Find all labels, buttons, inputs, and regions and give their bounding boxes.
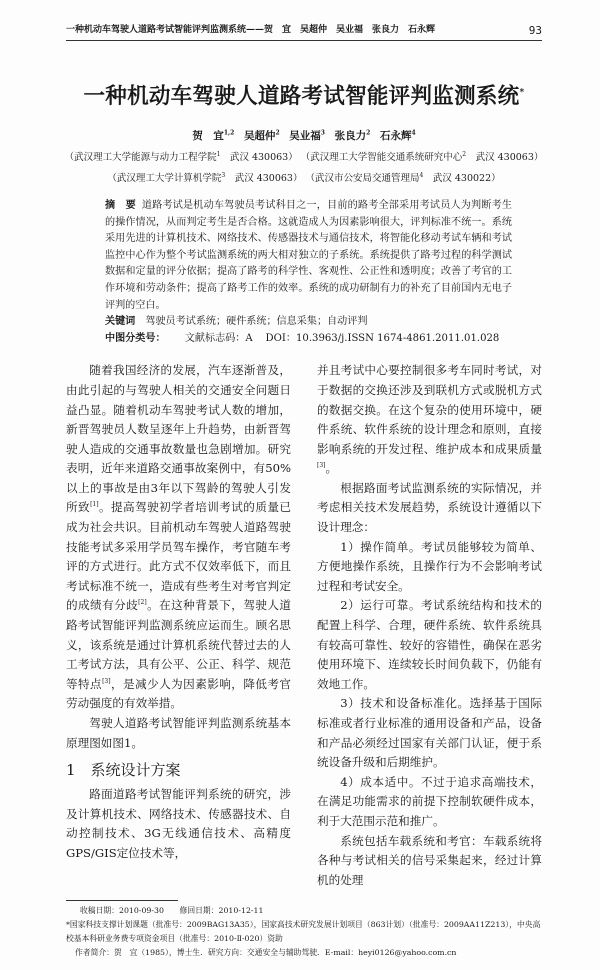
author: 张良力$^2$ — [334, 129, 371, 142]
paper-title — [0, 79, 600, 111]
running-header-text: 一种机动车驾驶人道路考试智能评判监测系统——贺 宜 吴超仲 吴业福 张良力 石永辉 — [66, 25, 436, 35]
paragraph: 随着我国经济的发展，汽车逐渐普及，由此引起的与驾驶人相关的交通安全问题日益凸显。随着机动车驾驶考试人数的增加，新晋驾驶员人数呈逐年上升趋势，由新晋驾驶人造成的交通事故数量也急剧增加。研究表明，近年来道路交通事故案例中，有50%以上的事故是由3年以下驾龄的驾驶人引发所致[1]。提高驾驶初学者培训考试的质量已成为社会共识。目前机动车驾驶人道路驾驶技能考试多采用学员驾车操作，考官随车考评的方式进行。此方式不仅效率低下，而且考试标准不统一，造成有些考生对考官判定的成绩有分歧[2]。在这种背景下，驾驶人道路考试智能评判监测系统应运而生。顾名思义，该系统是通过计算机系统代替过去的人工考试方法，具有公平、公正、科学、规范等特点[3]，是减少人为因素影响，降低考官劳动强度的有效举措。 — [66, 363, 291, 711]
affiliation: （武汉理工大学能源与动力工程学院$^1$ 武汉 430063） — [64, 150, 298, 163]
title-footnote-mark: * — [519, 88, 525, 98]
paragraph: 根据路面考试监测系统的实际情况，并考虑相关技术发展趋势，系统设计遵循以下设计理念： — [317, 480, 542, 535]
paragraph: 系统包括车载系统和考官：车载系统将各种与考试相关的信号采集起来，经过计算机的处理 — [317, 833, 542, 887]
list-item: 4）成本适中。不过于追求高端技术，在满足功能需求的前提下控制软硬件成本，利于大范围示范和推广。 — [317, 774, 542, 828]
author: 吴业福$^3$ — [289, 129, 325, 142]
abstract-label: 摘 要 — [105, 199, 136, 211]
affiliation: （武汉理工大学计算机学院$^3$ 武汉 430063） — [107, 171, 303, 184]
author: 贺 宜$^{1,2}$ — [192, 129, 235, 142]
footnote-author-bio: 作者简介：贺 宜（1985），博士生．研究方向：交通安全与辅助驾驶．E-mail：heyi0126@yahoo.com.cn — [75, 948, 457, 958]
body-columns — [66, 361, 542, 890]
affiliation: （武汉市公安局交通管理局$^4$ 武汉 430022） — [305, 171, 501, 184]
author: 吴超仲$^2$ — [243, 129, 280, 142]
classification — [105, 331, 512, 348]
doc-code: 文献标志码：A — [184, 332, 253, 344]
footnote-dates: 收稿日期：2010-09-30 修回日期：2010-12-11 — [80, 906, 264, 916]
right-column — [317, 361, 542, 890]
page-number: 93 — [528, 24, 542, 37]
paragraph: 路面道路考试智能评判系统的研究，涉及计算机技术、网络技术、传感器技术、自动控制技术、3G无线通信技术、高精度GPS/GIS定位技术等， — [66, 787, 291, 860]
paragraph: 驾驶人道路考试智能评判监测系统基本原理图如图1。 — [66, 716, 291, 750]
citation: [3] — [317, 462, 326, 470]
title-text: 一种机动车驾驶人道路考试智能评判监测系统 — [83, 84, 520, 110]
class-label: 中图分类号： — [105, 332, 166, 344]
footnote-rule — [66, 900, 178, 901]
footnote-funding: *国家科技支撑计划课题（批准号：2009BAG13A35），国家高技术研究发展计划项目（863计划）（批准号：2009AA11Z213），中央高校基本科研业务费专项资金项目（批准号：2010-Ⅱ-020）资助 — [66, 920, 541, 944]
paragraph: 并且考试中心要控制很多考车同时考试，对于数据的交换还涉及到联机方式或脱机方式的数据交换。在这个复杂的使用环境中，硬件系统、软件系统的设计理念和原则，直接影响系统的开发过程、维护成本和成果质量[3]。 — [317, 363, 542, 476]
keywords — [105, 314, 512, 331]
author: 石永辉$^4$ — [379, 129, 416, 142]
affiliation: （武汉理工大学智能交通系统研究中心$^2$ 武汉 430063） — [300, 150, 544, 163]
list-item: 3）技术和设备标准化。选择基于国际标准或者行业标准的通用设备和产品，设备和产品必须经过国家有关部门认证，便于系统设备升级和后期维护。 — [317, 696, 542, 770]
running-header — [66, 24, 542, 41]
abstract-text: 道路考试是机动车驾驶员考试科目之一，目前的路考全部采用考试员人为判断考生的操作情况，从而判定考生是否合格。这就造成人为因素影响很大，评判标准不统一。系统采用先进的计算机技术、网络技术、传感器技术与通信技术，将智能化移动考试车辆和考试监控中心作为整个考试监测系统的两大相对独立的子系统。系统提供了路考过程的科学测试数据和定量的评分依据；提高了路考的科学性、客观性、公正性和透明度；改善了考官的工作环境和劳动条件；提高了路考工作的效率。系统的成功研制有力的补充了目前国内无电子评判的空白。 — [105, 199, 513, 311]
keywords-text: 驾驶员考试系统；硬件系统；信息采集；自动评判 — [145, 316, 368, 328]
citation: [2] — [138, 599, 147, 607]
list-item: 2）运行可靠。考试系统结构和技术的配置上科学、合理，硬件系统、软件系统具有较高可靠性、较好的容错性，确保在恶劣使用环境下、连续较长时间负载下，仍能有效地工作。 — [317, 598, 542, 691]
section-heading: 1 系统设计方案 — [66, 761, 181, 780]
citation: [1] — [90, 501, 99, 509]
citation: [3] — [102, 677, 111, 685]
abstract-block — [105, 198, 512, 347]
affiliation-line-1 — [0, 148, 600, 165]
abstract — [105, 198, 512, 314]
doi: DOI：10.3963/j.ISSN 1674-4861.2011.01.028 — [265, 332, 500, 344]
list-item: 1）操作简单。考试员能够较为简单、方便地操作系统，且操作行为不会影响考试过程和考试安全。 — [317, 539, 542, 593]
left-column — [66, 361, 291, 890]
affiliation-line-2 — [0, 169, 600, 186]
keywords-label: 关键词 — [105, 316, 136, 328]
author-list — [0, 125, 600, 144]
